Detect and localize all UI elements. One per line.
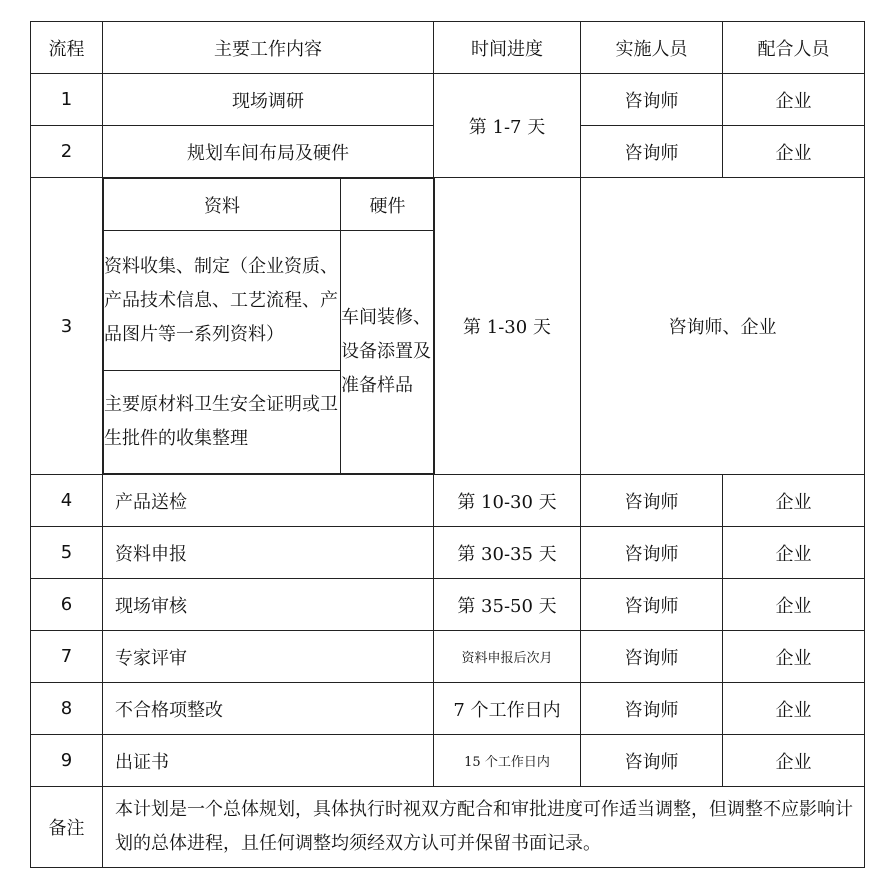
table-row <box>31 735 865 787</box>
sub-header-hardware: 硬件 <box>341 179 435 231</box>
work-schedule-table <box>30 21 865 868</box>
row-content: 不合格项整改 <box>103 683 434 735</box>
table-row <box>31 74 865 126</box>
row-time: 第 1-7 天 <box>434 74 581 178</box>
row-content: 专家评审 <box>103 631 434 683</box>
row-time: 15 个工作日内 <box>434 735 581 787</box>
row-executor: 咨询师 <box>581 475 723 527</box>
row-content: 资料申报 <box>103 527 434 579</box>
row-number: 6 <box>31 579 103 631</box>
row-number: 5 <box>31 527 103 579</box>
row3-inner-table <box>103 178 435 474</box>
row-executor: 咨询师 <box>581 735 723 787</box>
row-number: 7 <box>31 631 103 683</box>
sub-header-materials: 资料 <box>104 179 341 231</box>
table-row <box>31 527 865 579</box>
row-coordinator: 企业 <box>723 475 865 527</box>
header-row <box>31 22 865 74</box>
row3-people: 咨询师、企业 <box>581 178 865 475</box>
row-executor: 咨询师 <box>581 74 723 126</box>
header-coordinator: 配合人员 <box>723 22 865 74</box>
row-content: 产品送检 <box>103 475 434 527</box>
table-row <box>31 683 865 735</box>
row-time: 第 35-50 天 <box>434 579 581 631</box>
row3-detail-cell <box>103 178 434 475</box>
row-number: 9 <box>31 735 103 787</box>
table-row <box>31 475 865 527</box>
row-coordinator: 企业 <box>723 683 865 735</box>
row-executor: 咨询师 <box>581 126 723 178</box>
table-row <box>31 631 865 683</box>
row-content: 现场调研 <box>103 74 434 126</box>
table-row-3 <box>31 178 865 475</box>
row-coordinator: 企业 <box>723 631 865 683</box>
remark-label: 备注 <box>31 787 103 868</box>
row-time: 资料申报后次月 <box>434 631 581 683</box>
materials-certificates: 主要原材料卫生安全证明或卫生批件的收集整理 <box>104 371 341 474</box>
row-time: 第 10-30 天 <box>434 475 581 527</box>
row-number: 4 <box>31 475 103 527</box>
row-content: 现场审核 <box>103 579 434 631</box>
row-executor: 咨询师 <box>581 683 723 735</box>
table-row <box>31 579 865 631</box>
row-content: 出证书 <box>103 735 434 787</box>
row-executor: 咨询师 <box>581 631 723 683</box>
materials-collection: 资料收集、制定（企业资质、产品技术信息、工艺流程、产品图片等一系列资料） <box>104 231 341 371</box>
row-time: 第 1-30 天 <box>434 178 581 475</box>
row-coordinator: 企业 <box>723 579 865 631</box>
header-executor: 实施人员 <box>581 22 723 74</box>
row-time: 7 个工作日内 <box>434 683 581 735</box>
row-coordinator: 企业 <box>723 126 865 178</box>
row-number: 2 <box>31 126 103 178</box>
row-coordinator: 企业 <box>723 527 865 579</box>
row-coordinator: 企业 <box>723 735 865 787</box>
remark-text: 本计划是一个总体规划，具体执行时视双方配合和审批进度可作适当调整，但调整不应影响计划的总体进程，且任何调整均须经双方认可并保留书面记录。 <box>103 787 865 868</box>
header-content: 主要工作内容 <box>103 22 434 74</box>
remark-row <box>31 787 865 868</box>
row-number: 8 <box>31 683 103 735</box>
row-coordinator: 企业 <box>723 74 865 126</box>
header-process: 流程 <box>31 22 103 74</box>
hardware-preparation: 车间装修、设备添置及准备样品 <box>341 231 435 474</box>
row-time: 第 30-35 天 <box>434 527 581 579</box>
row-content: 规划车间布局及硬件 <box>103 126 434 178</box>
row-executor: 咨询师 <box>581 527 723 579</box>
header-time: 时间进度 <box>434 22 581 74</box>
row-number: 1 <box>31 74 103 126</box>
row-executor: 咨询师 <box>581 579 723 631</box>
row-number: 3 <box>31 178 103 475</box>
